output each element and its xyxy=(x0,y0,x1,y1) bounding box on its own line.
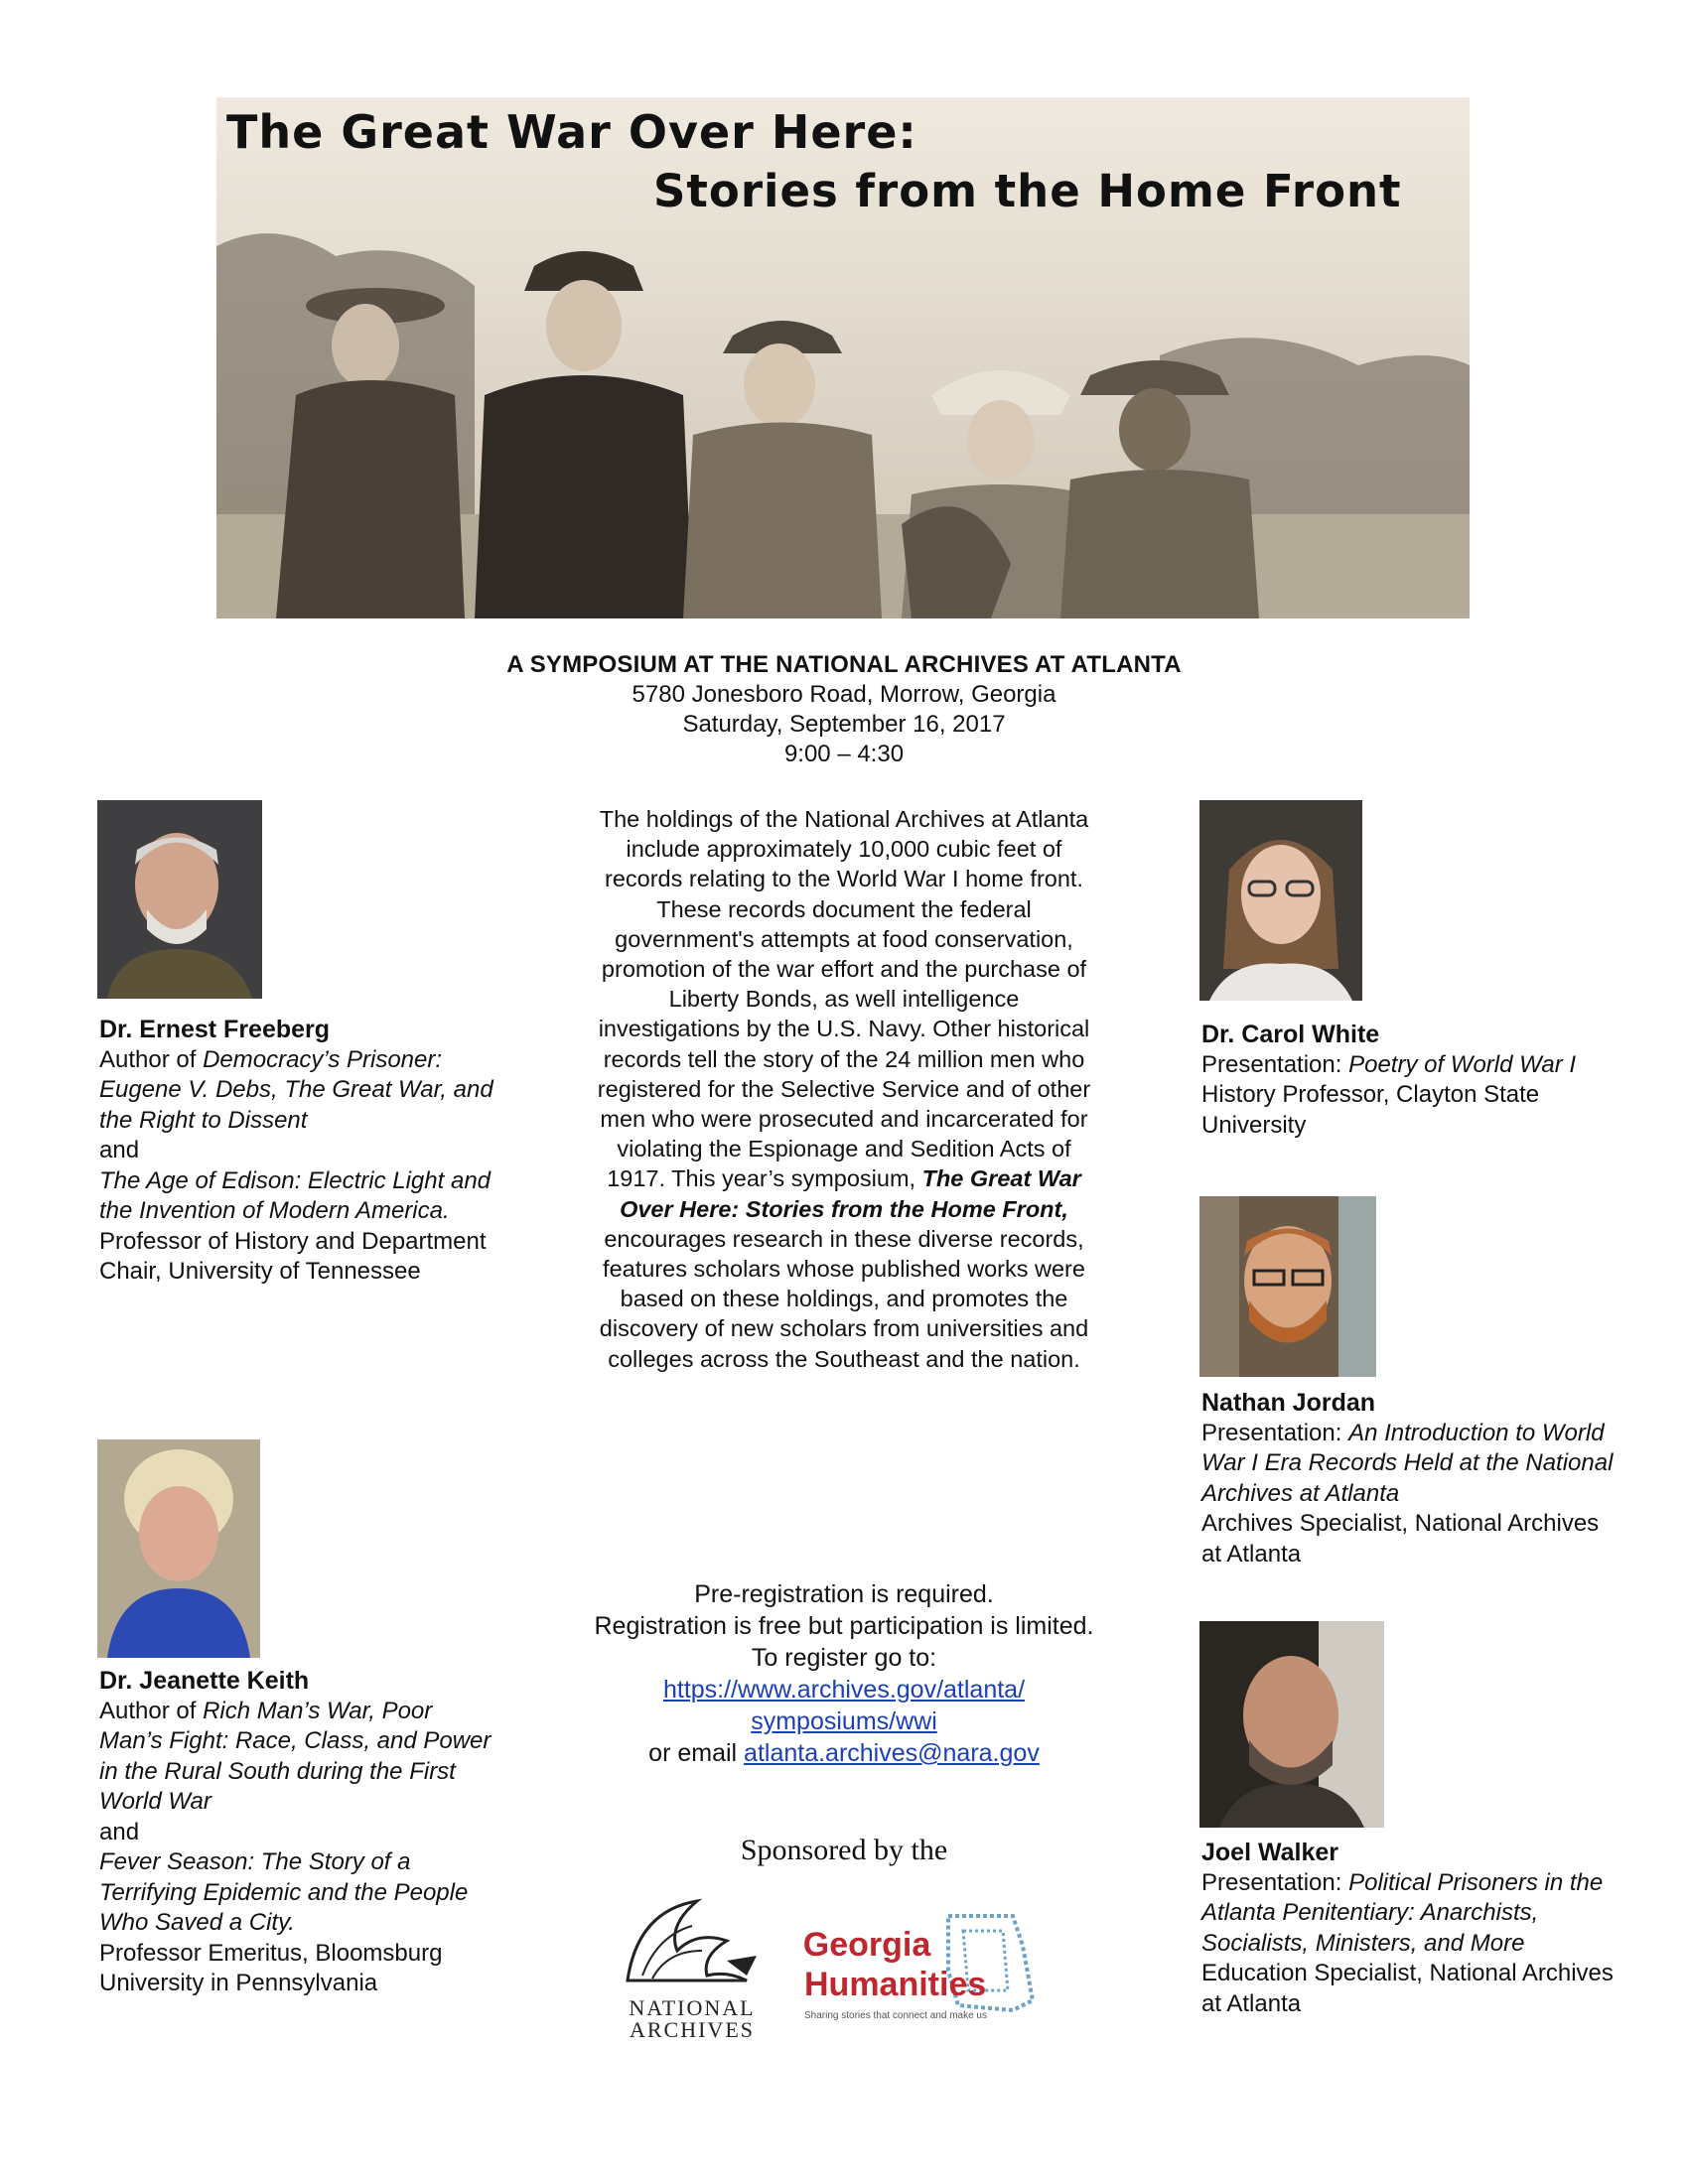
speaker-keith xyxy=(99,1666,496,1999)
registration-line2: Registration is free but participation is limited. xyxy=(594,1612,1094,1640)
presentation-title: An Introduction to World War I Era Records Held at the National Archives at Atlanta xyxy=(1201,1419,1614,1507)
or-email-text: or email xyxy=(648,1739,745,1767)
book-title: Democracy’s Prisoner: Eugene V. Debs, The Great War, and the Right to Dissent xyxy=(99,1045,493,1134)
na-logo-text2: ARCHIVES xyxy=(629,2017,756,2040)
photo-walker xyxy=(1199,1621,1384,1828)
speaker-name: Joel Walker xyxy=(1201,1839,1339,1866)
na-logo-text1: NATIONAL xyxy=(629,1995,756,2020)
presentation-prefix: Presentation: xyxy=(1201,1868,1349,1896)
author-prefix: Author of xyxy=(99,1697,204,1724)
speaker-name: Dr. Jeanette Keith xyxy=(99,1667,310,1695)
national-archives-logo xyxy=(608,1881,776,2040)
speaker-role: Education Specialist, National Archives at Atlanta xyxy=(1201,1960,1614,2017)
event-header xyxy=(298,650,1390,769)
gh-logo-text2: Humanities xyxy=(804,1966,987,2003)
georgia-humanities-logo xyxy=(799,1911,1048,2030)
symposium-description xyxy=(596,804,1092,1374)
banner-title-line2: Stories from the Home Front xyxy=(653,165,1402,217)
and-text: and xyxy=(99,1137,140,1163)
gh-tagline: Sharing stories that connect and make us xyxy=(804,2010,987,2021)
gh-logo-text1: Georgia xyxy=(802,1926,931,1964)
speaker-role: Professor Emeritus, Bloomsburg University in Pennsylvania xyxy=(99,1939,443,1996)
event-date: Saturday, September 16, 2017 xyxy=(682,711,1006,738)
speaker-freeberg xyxy=(99,1015,496,1288)
banner-photo xyxy=(216,97,1470,618)
photo-keith xyxy=(97,1439,260,1658)
speaker-role: Archives Specialist, National Archives at Atlanta xyxy=(1201,1510,1600,1568)
presentation-prefix: Presentation: xyxy=(1201,1419,1349,1446)
speaker-jordan xyxy=(1201,1388,1618,1570)
description-text: The holdings of the National Archives at Atlanta include approximately 10,000 cubic feet of records relating to the World War I home front. These records document the federal government's attempts at food conservation, promotion of the war effort and the purchase of Liberty Bonds, as well intelligence investigations by the U.S. Navy. Other historical records tell the story of the 24 million men who registered for the Selective Service and of other men who were prosecuted and incarcerated for violating the Espionage and Sedition Acts of 1917. This year’s symposium, xyxy=(597,806,1091,1192)
book-title: Rich Man’s War, Poor Man’s Fight: Race, Class, and Power in the Rural South during the First World War xyxy=(99,1697,492,1815)
registration-link[interactable]: https://www.archives.gov/atlanta/ symposiums/wwi xyxy=(662,1676,1026,1735)
speaker-walker xyxy=(1201,1838,1618,2019)
presentation-prefix: Presentation: xyxy=(1201,1050,1349,1078)
sponsored-by-label: Sponsored by the xyxy=(740,1834,948,1866)
photo-freeberg xyxy=(97,800,262,999)
speaker-name: Dr. Carol White xyxy=(1201,1021,1380,1048)
speaker-role: History Professor, Clayton State University xyxy=(1201,1081,1540,1139)
speaker-role: Professor of History and Department Chair, University of Tennessee xyxy=(99,1227,487,1285)
and-text: and xyxy=(99,1818,140,1845)
book-title: Fever Season: The Story of a Terrifying Epidemic and the People Who Saved a City. xyxy=(99,1848,469,1936)
symposium-title-inline: The Great War Over Here: Stories from the Home Front, xyxy=(620,1165,1081,1222)
author-prefix: Author of xyxy=(99,1045,204,1073)
book-title: The Age of Edison: Electric Light and the Invention of Modern America. xyxy=(99,1166,492,1224)
registration-info xyxy=(586,1578,1102,1769)
registration-line3: To register go to: xyxy=(751,1644,937,1672)
photo-jordan xyxy=(1199,1196,1376,1377)
presentation-title: Political Prisoners in the Atlanta Penitentiary: Anarchists, Socialists, Ministers, and More xyxy=(1201,1868,1604,1957)
speaker-name: Dr. Ernest Freeberg xyxy=(99,1016,331,1043)
speaker-name: Nathan Jordan xyxy=(1201,1389,1376,1417)
event-title: A SYMPOSIUM AT THE NATIONAL ARCHIVES AT ATLANTA xyxy=(506,651,1182,678)
presentation-title: Poetry of World War I xyxy=(1348,1050,1577,1078)
photo-white xyxy=(1199,800,1362,1001)
description-text: encourages research in these diverse records, features scholars whose published works were based on these holdings, and promotes the discovery of new scholars from universities and colleges across the Southeast and the nation. xyxy=(599,1225,1089,1372)
speaker-white xyxy=(1201,1020,1618,1141)
banner-title-line1: The Great War Over Here: xyxy=(226,105,917,159)
registration-line1: Pre-registration is required. xyxy=(694,1580,994,1608)
email-link[interactable]: atlanta.archives@nara.gov xyxy=(744,1739,1040,1767)
event-time: 9:00 – 4:30 xyxy=(783,741,905,767)
event-address: 5780 Jonesboro Road, Morrow, Georgia xyxy=(632,681,1056,708)
